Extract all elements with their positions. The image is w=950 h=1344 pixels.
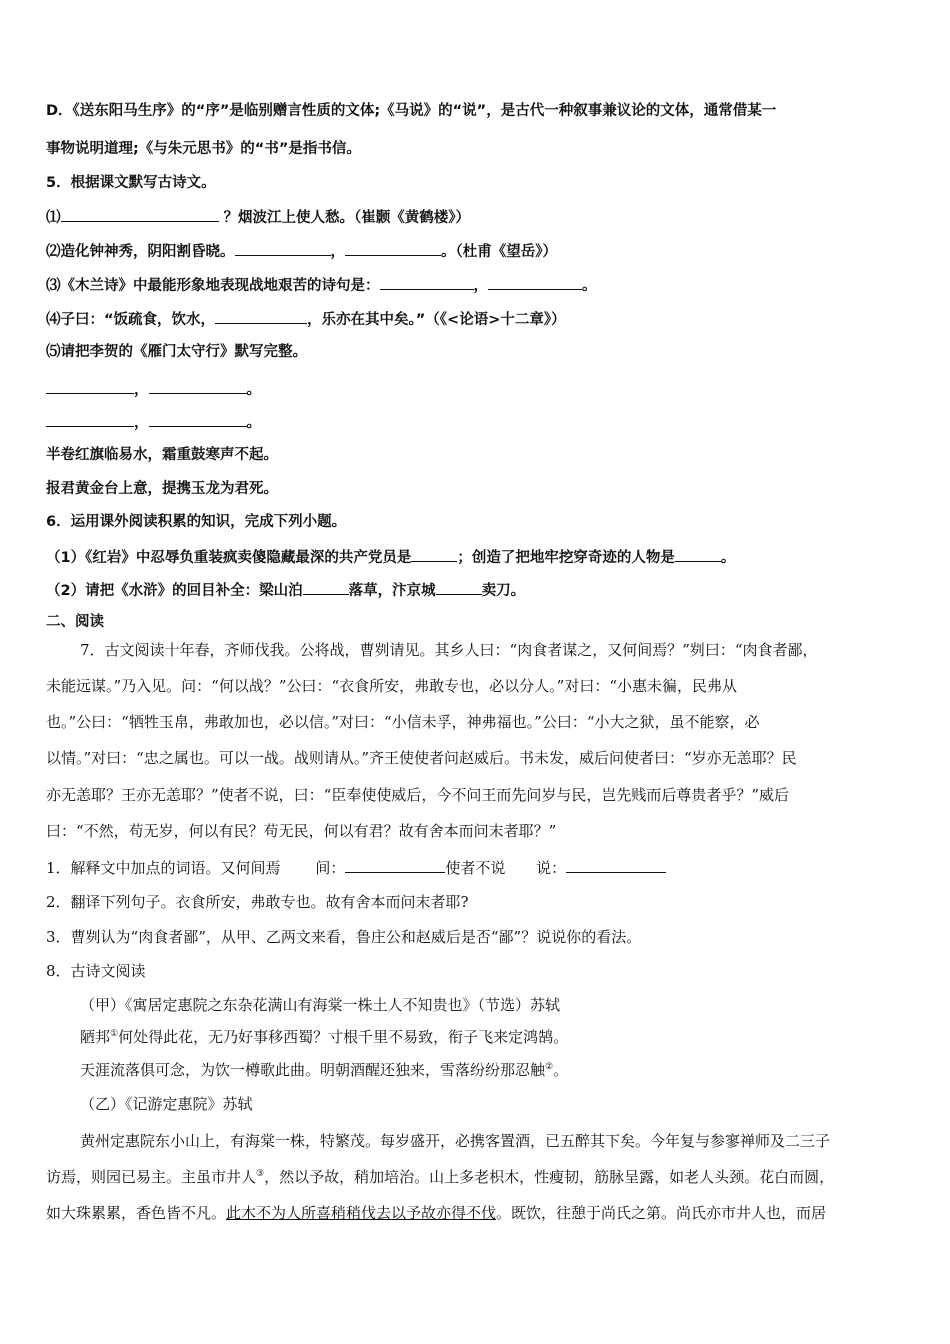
answer-blank[interactable] xyxy=(149,378,247,394)
q8-yi-line2-b: ，然以予故，稍加培治。山上多老枳木，性瘦韧，筋脉呈露，如老人头颈。花白而圆， xyxy=(264,1168,835,1186)
answer-blank[interactable] xyxy=(345,240,441,256)
footnote-mark: ③ xyxy=(256,1169,265,1179)
q8-yi-title: （乙）《记游定惠院》苏轼 xyxy=(80,1095,253,1113)
q7-sub1 xyxy=(46,857,666,878)
q5-title: 5．根据课文默写古诗文。 xyxy=(46,175,216,191)
q5-item2 xyxy=(46,240,557,262)
q5-item2-source: 。（杜甫《望岳》） xyxy=(441,244,557,260)
q5-item1-label: ⑴ xyxy=(46,210,61,226)
answer-blank[interactable] xyxy=(380,274,474,290)
q5-item5: ⑸请把李贺的《雁门太守行》默写完整。 xyxy=(46,344,307,360)
answer-blank[interactable] xyxy=(61,206,219,222)
q4-option-d-line2: 事物说明道理;《与朱元思书》的“书”是指书信。 xyxy=(46,141,361,157)
q8-jia-line2-a: 天涯流落俱可念，为饮一樽歌此曲。明朝酒醒还独来，雪落纷纷那忍触 xyxy=(80,1061,546,1079)
answer-blank[interactable] xyxy=(411,546,457,562)
answer-blank[interactable] xyxy=(488,274,582,290)
q5-item3-text: ⑶《木兰诗》中最能形象地表现战地艰苦的诗句是： xyxy=(46,278,380,294)
q5-poem-line2 xyxy=(46,411,261,433)
q5-item4-text: ⑷子曰：“饭疏食，饮水， xyxy=(46,312,216,328)
q7-sub1-text2: 使者不说 xyxy=(445,859,506,877)
q6-item2-text2: 落草，汴京城 xyxy=(348,583,436,599)
period: 。 xyxy=(553,1061,569,1079)
comma: ， xyxy=(330,244,345,260)
q4-option-d-line1: D．《送东阳马生序》的“序”是临别赠言性质的文体;《马说》的“说”，是古代一种叙事兼议论的文体，通常借某一 xyxy=(46,103,777,119)
q8-yi-line3-a: 如大珠累累，香色皆不凡。 xyxy=(46,1204,227,1222)
answer-blank[interactable] xyxy=(436,579,482,595)
q5-item1 xyxy=(46,206,470,228)
q7-sub1-text: 1．解释文中加点的词语。又何间焉 xyxy=(46,859,281,877)
q5-item1-text: ？烟波江上使人愁。（崔颢《黄鹤楼》） xyxy=(223,210,471,226)
answer-blank[interactable] xyxy=(215,308,307,324)
answer-blank[interactable] xyxy=(149,411,247,427)
comma: ， xyxy=(134,382,149,398)
q7-passage-line5: 亦无恙耶？王亦无恙耶？”使者不说，曰：“臣奉使使威后，今不问王而先问岁与民，岂先贱而后尊贵者乎？”威后 xyxy=(46,786,790,804)
q7-passage-line3: 也。”公曰：“牺牲玉帛，弗敢加也，必以信。”对曰：“小信未孚，神弗福也。”公曰：“小大之狱，虽不能察，必 xyxy=(46,713,760,731)
q8-yi-line2 xyxy=(46,1167,834,1187)
q7-passage-line1: 7．古文阅读十年春，齐师伐我。公将战，曹刿请见。其乡人曰：“肉食者谋之，又何间焉？”刿曰：“肉食者鄙， xyxy=(80,641,818,659)
answer-blank[interactable] xyxy=(566,857,666,873)
q6-title: 6．运用课外阅读积累的知识，完成下列小题。 xyxy=(46,514,347,530)
underlined-sentence: 此木不为人所喜稍稍伐去以予故亦得不伐 xyxy=(226,1204,497,1222)
q5-poem-line1 xyxy=(46,378,261,400)
footnote-mark: ① xyxy=(110,1029,119,1039)
q5-poem-line4: 报君黄金台上意，提携玉龙为君死。 xyxy=(46,481,278,497)
period: 。 xyxy=(720,550,736,566)
q6-item2 xyxy=(46,579,525,601)
q6-item1-text: （1）《红岩》中忍辱负重装疯卖傻隐藏最深的共产党员是 xyxy=(46,550,412,566)
q6-item1-text2: ；创造了把地牢挖穿奇迹的人物是 xyxy=(457,550,675,566)
q8-yi-line3-b: 。既饮，往憩于尚氏之第。尚氏亦市井人也，而居 xyxy=(496,1204,827,1222)
q8-jia-line1-b: 何处得此花，无乃好事移西蜀？寸根千里不易致，衔子飞来定鸿鹄。 xyxy=(118,1028,569,1046)
answer-blank[interactable] xyxy=(675,546,721,562)
q8-yi-line2-a: 访焉，则园已易主。主虽市井人 xyxy=(46,1168,257,1186)
q5-poem-line3: 半卷红旗临易水，霜重鼓寒声不起。 xyxy=(46,447,278,463)
answer-blank[interactable] xyxy=(303,579,349,595)
q7-passage-line4: 以情。”对曰：“忠之属也。可以一战。战则请从。”齐王使使者问赵威后。书未发，威后问使者曰：“岁亦无恙耶？民 xyxy=(46,749,797,767)
q7-sub2: 2．翻译下列句子。衣食所安，弗敢专也。故有舍本而问末者耶? xyxy=(46,893,469,911)
period: 。 xyxy=(246,382,261,398)
q8-title: 8．古诗文阅读 xyxy=(46,962,146,980)
answer-blank[interactable] xyxy=(46,411,134,427)
period: 。 xyxy=(246,415,261,431)
comma: ， xyxy=(134,415,149,431)
q8-yi-line1: 黄州定惠院东小山上，有海棠一株，特繁茂。每岁盛开，必携客置酒，已五醉其下矣。今年复与参寥禅师及二三子 xyxy=(80,1132,831,1150)
answer-blank[interactable] xyxy=(345,857,445,873)
q6-item2-text3: 卖刀。 xyxy=(481,583,526,599)
comma: ， xyxy=(473,278,488,294)
q8-jia-line2 xyxy=(80,1060,568,1080)
q5-item2-text: ⑵造化钟神秀，阴阳割昏晓。 xyxy=(46,244,235,260)
footnote-mark: ② xyxy=(545,1062,554,1072)
q8-jia-line1 xyxy=(80,1027,568,1047)
q5-item4-source: ，乐亦在其中矣。”（《<论语>十二章》） xyxy=(307,312,566,328)
q6-item1 xyxy=(46,546,735,568)
answer-blank[interactable] xyxy=(235,240,331,256)
q6-item2-text: （2）请把《水浒》的回目补全：梁山泊 xyxy=(46,583,303,599)
q7-passage-line6: 曰：“不然，苟无岁，何以有民？苟无民，何以有君？故有舍本而问末者耶？” xyxy=(46,822,557,840)
q5-item4 xyxy=(46,308,566,330)
q7-sub1-label-shuo: 说： xyxy=(536,859,567,877)
q5-item3 xyxy=(46,274,597,296)
period: 。 xyxy=(582,278,597,294)
q8-yi-line3 xyxy=(46,1203,826,1223)
q7-sub1-label-jian: 间： xyxy=(315,859,346,877)
section-reading-heading: 二、阅读 xyxy=(46,614,104,630)
q8-jia-title: （甲）《寓居定惠院之东杂花满山有海棠一株土人不知贵也》（节选）苏轼 xyxy=(80,996,561,1014)
q8-jia-line1-a: 陋邦 xyxy=(80,1028,111,1046)
answer-blank[interactable] xyxy=(46,378,134,394)
q7-sub3: 3．曹刿认为“肉食者鄙”，从甲、乙两文来看，鲁庄公和赵威后是否“鄙”？说说你的看法。 xyxy=(46,928,642,946)
q7-passage-line2: 未能远谋。”乃入见。问：“何以战？”公曰：“衣食所安，弗敢专也，必以分人。”对曰：“小惠未徧，民弗从 xyxy=(46,677,738,695)
